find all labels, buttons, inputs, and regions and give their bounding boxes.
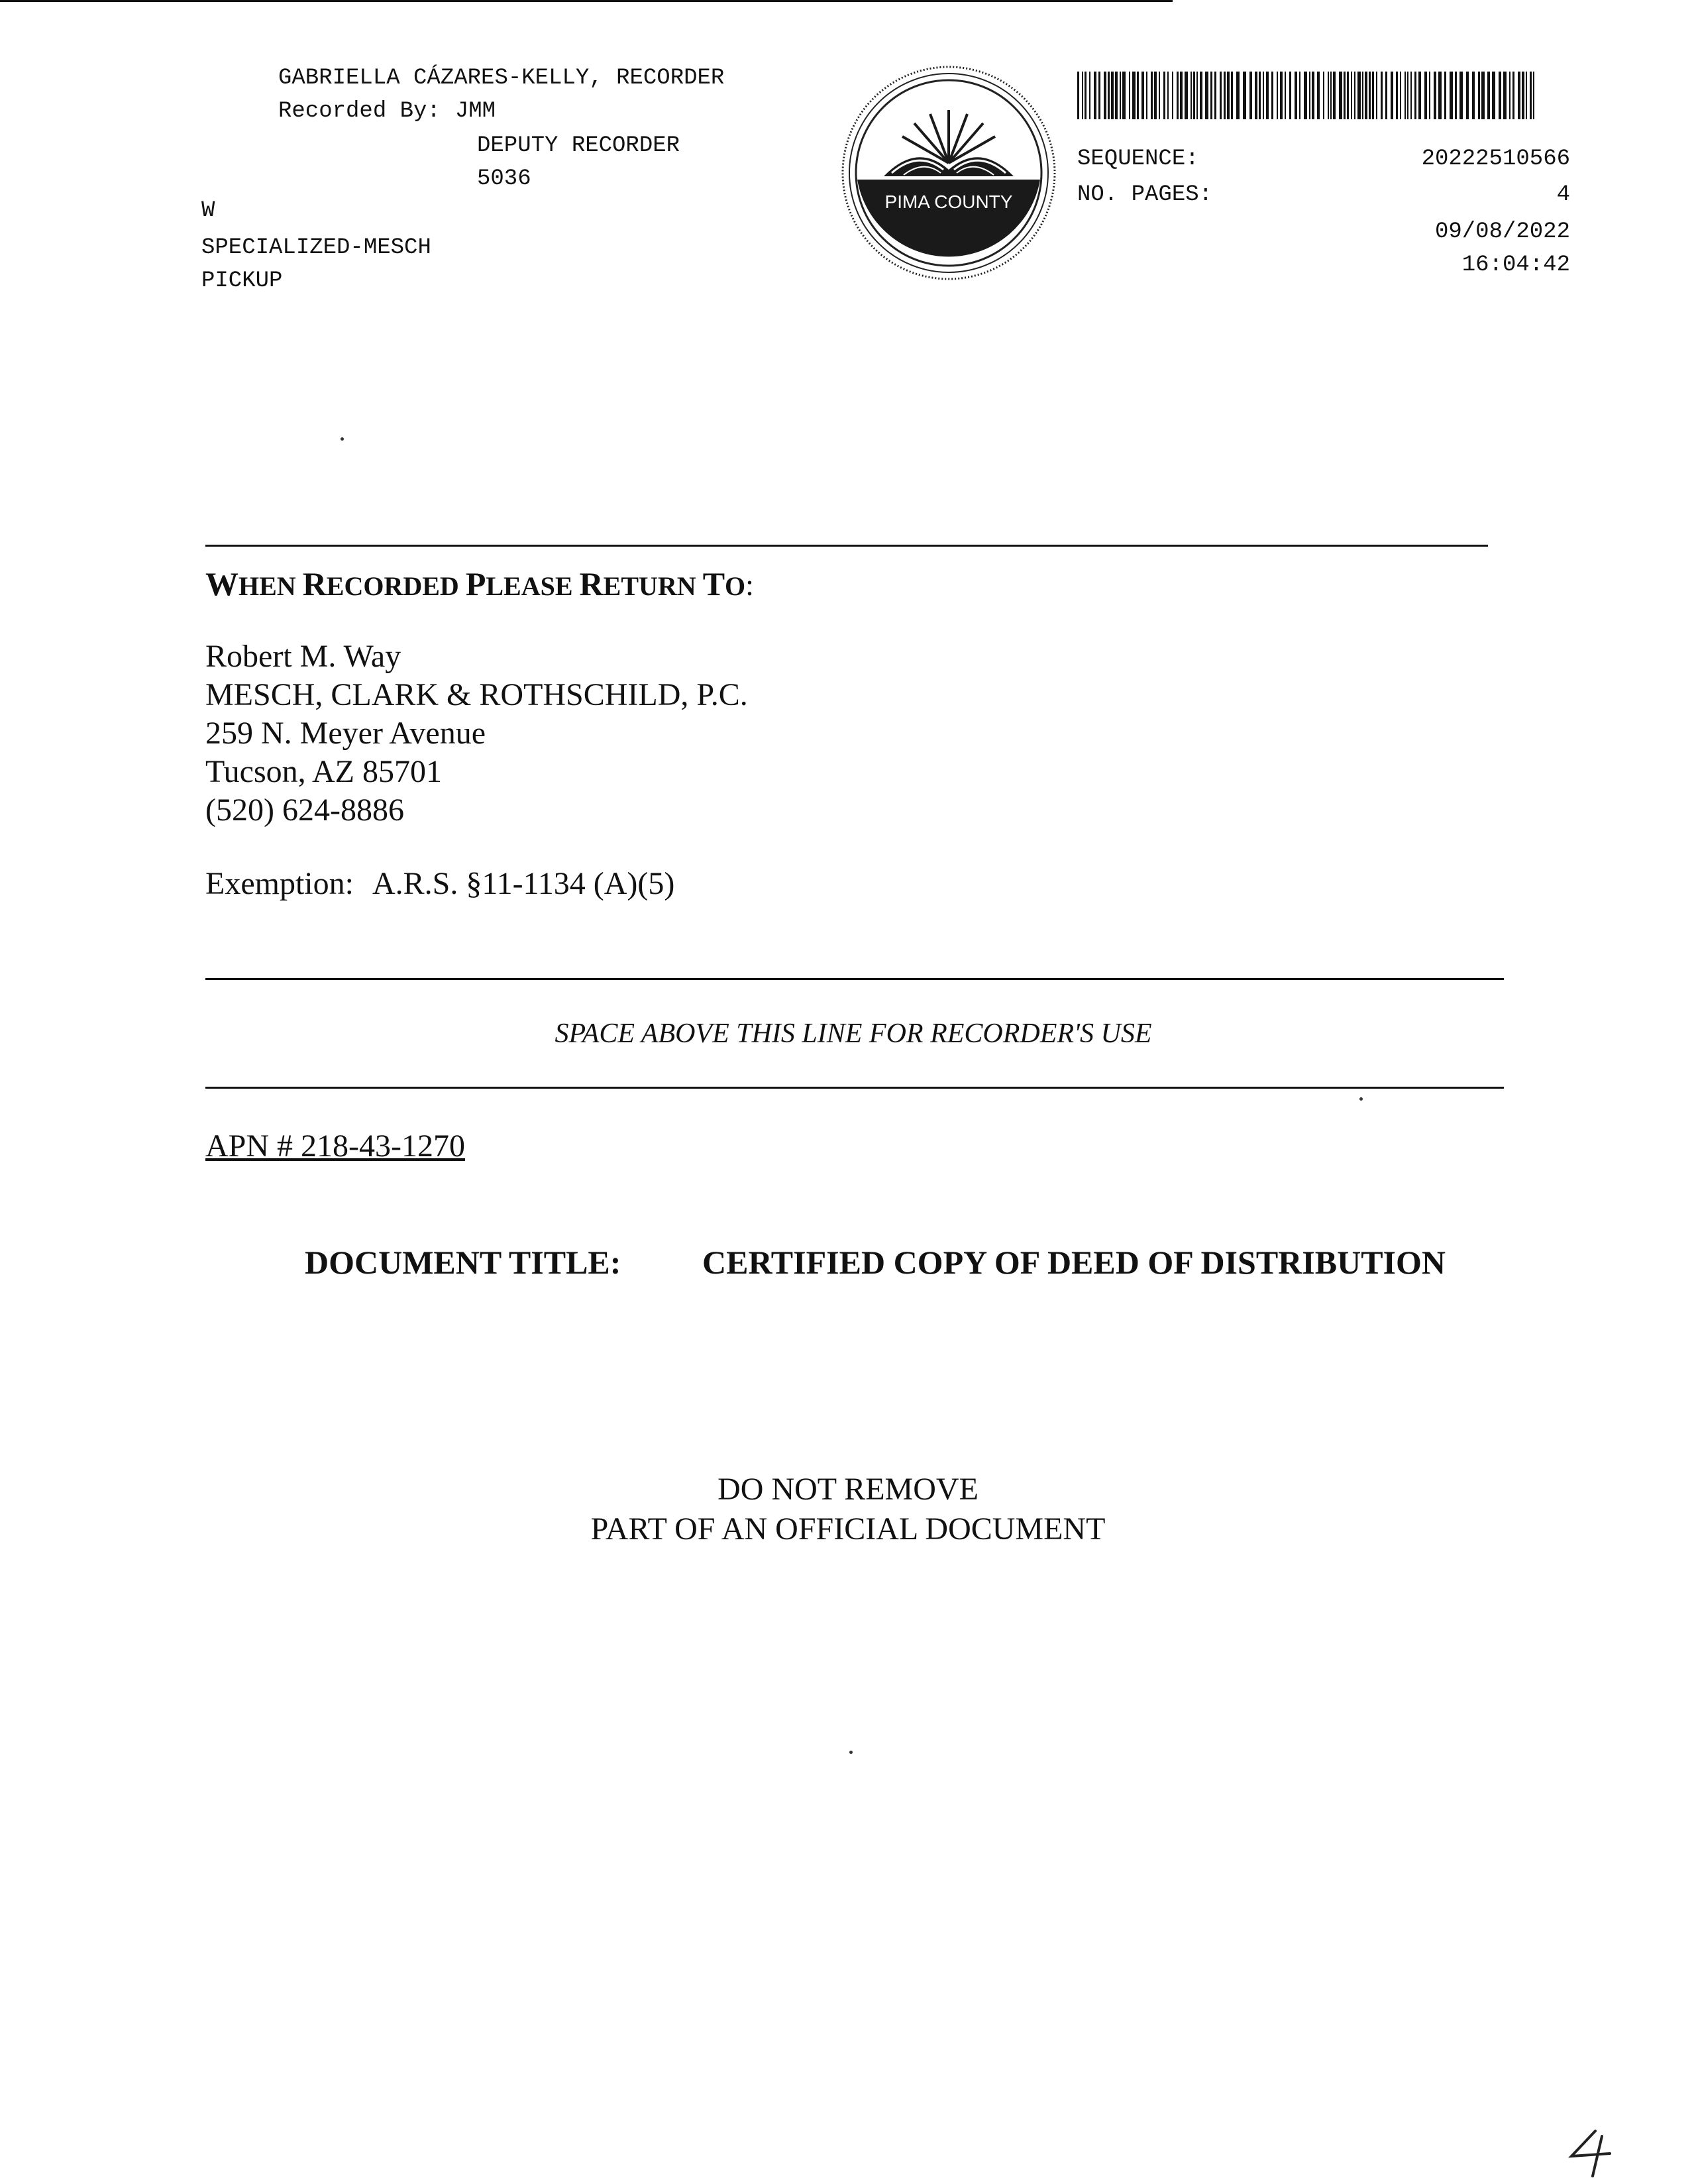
barcode-bar: [1295, 72, 1297, 119]
barcode-bar: [1231, 72, 1233, 119]
barcode-bar: [1129, 72, 1130, 119]
barcode-bar: [1328, 72, 1329, 119]
barcode-bar: [1141, 72, 1144, 119]
barcode-bar: [1492, 72, 1495, 119]
exemption-line: [205, 865, 674, 902]
recorder-block: [278, 62, 724, 129]
barcode-bar: [1509, 72, 1510, 119]
barcode-bar: [1280, 72, 1283, 119]
notice-line-2: PART OF AN OFFICIAL DOCUMENT: [590, 1511, 1106, 1547]
heading-part: LEASE: [486, 571, 580, 601]
barcode-bar: [1434, 72, 1436, 119]
barcode-bar: [1077, 72, 1079, 119]
barcode-bar: [1193, 72, 1195, 119]
barcode-bar: [1224, 72, 1226, 119]
barcode-bar: [1304, 72, 1307, 119]
barcode-bar: [1503, 72, 1507, 119]
barcode-bar: [1459, 72, 1463, 119]
divider-recorder-top: [205, 978, 1504, 980]
sequence-label: SEQUENCE:: [1077, 146, 1199, 172]
document-title-value: CERTIFIED COPY OF DEED OF DISTRIBUTION: [702, 1244, 1446, 1281]
barcode-bar: [1396, 72, 1398, 119]
barcode-bar: [1104, 72, 1106, 119]
heading-part: R: [302, 565, 327, 602]
barcode-bar: [1094, 72, 1096, 119]
barcode-bar: [1146, 72, 1147, 119]
barcode-bar: [1429, 72, 1430, 119]
barcode-bar: [1369, 72, 1371, 119]
barcode-bar: [1372, 72, 1374, 119]
barcode-bar: [1115, 72, 1118, 119]
barcode-bar: [1185, 72, 1188, 119]
barcode-bar: [1085, 72, 1086, 119]
barcode-bar: [1362, 72, 1363, 119]
barcode-bar: [1400, 72, 1401, 119]
barcode-bar: [1309, 72, 1310, 119]
return-address-block: [205, 637, 748, 830]
return-phone: (520) 624-8886: [205, 792, 404, 828]
barcode-bar: [1259, 72, 1261, 119]
barcode-bar: [1180, 72, 1183, 119]
barcode-bar: [1317, 72, 1320, 119]
barcode-bar: [1533, 72, 1534, 119]
barcode-bar: [1438, 72, 1442, 119]
barcode-bar: [1410, 72, 1412, 119]
barcode-bar: [1089, 72, 1090, 119]
barcode-bar: [1424, 72, 1427, 119]
heading-part: P: [465, 565, 486, 602]
barcode-bar: [1191, 72, 1192, 119]
barcode-bar: [1289, 72, 1291, 119]
divider-recorder-bottom: [205, 1087, 1504, 1089]
barcode-bar: [1120, 72, 1121, 119]
barcode-bar: [1450, 72, 1453, 119]
barcode-bar: [1526, 72, 1527, 119]
barcode-bar: [1385, 72, 1387, 119]
batch-letter: W: [201, 198, 215, 223]
barcode-bar: [1299, 72, 1300, 119]
document-title-label: DOCUMENT TITLE:: [305, 1244, 621, 1281]
barcode-bar: [1376, 72, 1377, 119]
barcode-bar: [1323, 72, 1324, 119]
barcode-bar: [1499, 72, 1501, 119]
barcode-bar: [1159, 72, 1160, 119]
barcode-bar: [1344, 72, 1346, 119]
barcode-bar: [1200, 72, 1202, 119]
barcode-bar: [1381, 72, 1383, 119]
barcode-bar: [1177, 72, 1179, 119]
barcode-bar: [1365, 72, 1367, 119]
deputy-number: 5036: [477, 166, 531, 191]
barcode-bar: [1277, 72, 1278, 119]
barcode-bar: [1082, 72, 1083, 119]
barcode-bar: [1407, 72, 1408, 119]
heading-part: :: [745, 568, 754, 602]
barcode-bar: [1122, 72, 1126, 119]
barcode-bar: [1312, 72, 1314, 119]
barcode-bar: [1354, 72, 1355, 119]
return-name: Robert M. Way: [205, 639, 401, 674]
barcode-bar: [1220, 72, 1222, 119]
barcode-bar: [1137, 72, 1139, 119]
notice-line-1: DO NOT REMOVE: [717, 1472, 979, 1507]
delivery-method: PICKUP: [201, 268, 283, 294]
heading-part: HEN: [238, 571, 303, 601]
barcode-bar: [1512, 72, 1514, 119]
recorded-by-label: Recorded By:: [278, 99, 441, 124]
exemption-value: A.R.S. §11-1134 (A)(5): [372, 866, 675, 901]
return-to-heading: [205, 565, 754, 603]
barcode-bar: [1098, 72, 1100, 119]
sequence-value: 20222510566: [1421, 146, 1570, 172]
heading-part: W: [205, 565, 238, 602]
barcode-bar: [1243, 72, 1246, 119]
barcode-bar: [1271, 72, 1273, 119]
barcode-bar: [1455, 72, 1457, 119]
return-city: Tucson, AZ 85701: [205, 754, 442, 789]
barcode-bar: [1163, 72, 1165, 119]
heading-part: R: [579, 565, 604, 602]
recorder-use-note: SPACE ABOVE THIS LINE FOR RECORDER'S USE: [555, 1018, 1152, 1049]
pages-value: 4: [1556, 182, 1570, 207]
barcode-bar: [1478, 72, 1480, 119]
handwritten-page-mark-icon: [1564, 2127, 1623, 2180]
barcode-bar: [1266, 72, 1269, 119]
barcode-bar: [1466, 72, 1469, 119]
pima-county-seal-icon: [837, 64, 1060, 282]
heading-part: ETURN: [603, 571, 703, 601]
barcode-bar: [1444, 72, 1446, 119]
heading-part: ECORDED: [326, 571, 466, 601]
barcode-bar: [1285, 72, 1286, 119]
barcode-bar: [1210, 72, 1212, 119]
recorded-by-value: JMM: [454, 99, 496, 124]
barcode-bar: [1518, 72, 1520, 119]
barcode-bar: [1255, 72, 1257, 119]
barcode-bar: [1263, 72, 1264, 119]
barcode-bar: [1151, 72, 1153, 119]
divider-top: [205, 545, 1488, 547]
barcode-bar: [1132, 72, 1136, 119]
barcode-bar: [1404, 72, 1406, 119]
barcode-bar: [1530, 72, 1532, 119]
barcode-bar: [1154, 72, 1157, 119]
exemption-label: Exemption:: [205, 866, 354, 901]
recording-date: 09/08/2022: [1434, 219, 1570, 245]
barcode-bar: [1214, 72, 1216, 119]
scan-speck: [849, 1751, 853, 1754]
barcode-bar: [1418, 72, 1421, 119]
heading-part: T: [702, 565, 725, 602]
pages-label: NO. PAGES:: [1077, 182, 1213, 207]
barcode-bar: [1330, 72, 1332, 119]
barcode-bar: [1108, 72, 1110, 119]
return-firm: MESCH, CLARK & ROTHSCHILD, P.C.: [205, 677, 748, 712]
recorded-by-row: [278, 95, 724, 129]
return-street: 259 N. Meyer Avenue: [205, 716, 486, 751]
barcode-bar: [1481, 72, 1485, 119]
heading-part: O: [725, 571, 746, 601]
barcode-bar: [1351, 72, 1352, 119]
barcode-bar: [1414, 72, 1416, 119]
account-name: SPECIALIZED-MESCH: [201, 235, 431, 260]
barcode-bar: [1347, 72, 1349, 119]
barcode-bar: [1167, 72, 1169, 119]
top-scan-edge: [0, 0, 1173, 2]
seal-text: PIMA COUNTY: [884, 191, 1013, 212]
deputy-title: DEPUTY RECORDER: [477, 133, 680, 158]
barcode-bar: [1249, 72, 1252, 119]
recording-time: 16:04:42: [1461, 252, 1570, 278]
barcode-bar: [1357, 72, 1361, 119]
barcode-bar: [1339, 72, 1342, 119]
barcode-bar: [1487, 72, 1490, 119]
official-document-notice: [0, 1470, 1696, 1549]
barcode-icon: [1077, 72, 1534, 119]
barcode-bar: [1111, 72, 1114, 119]
scan-speck: [341, 437, 344, 441]
barcode-bar: [1227, 72, 1230, 119]
barcode-bar: [1236, 72, 1240, 119]
apn-number: APN # 218-43-1270: [205, 1128, 465, 1164]
recorder-name: GABRIELLA CÁZARES-KELLY, RECORDER: [278, 66, 725, 91]
scan-speck: [1359, 1097, 1363, 1101]
barcode-bar: [1333, 72, 1336, 119]
barcode-bar: [1196, 72, 1198, 119]
barcode-bar: [1205, 72, 1208, 119]
barcode-bar: [1172, 72, 1173, 119]
barcode-bar: [1472, 72, 1475, 119]
barcode-bar: [1391, 72, 1393, 119]
barcode-bar: [1522, 72, 1524, 119]
